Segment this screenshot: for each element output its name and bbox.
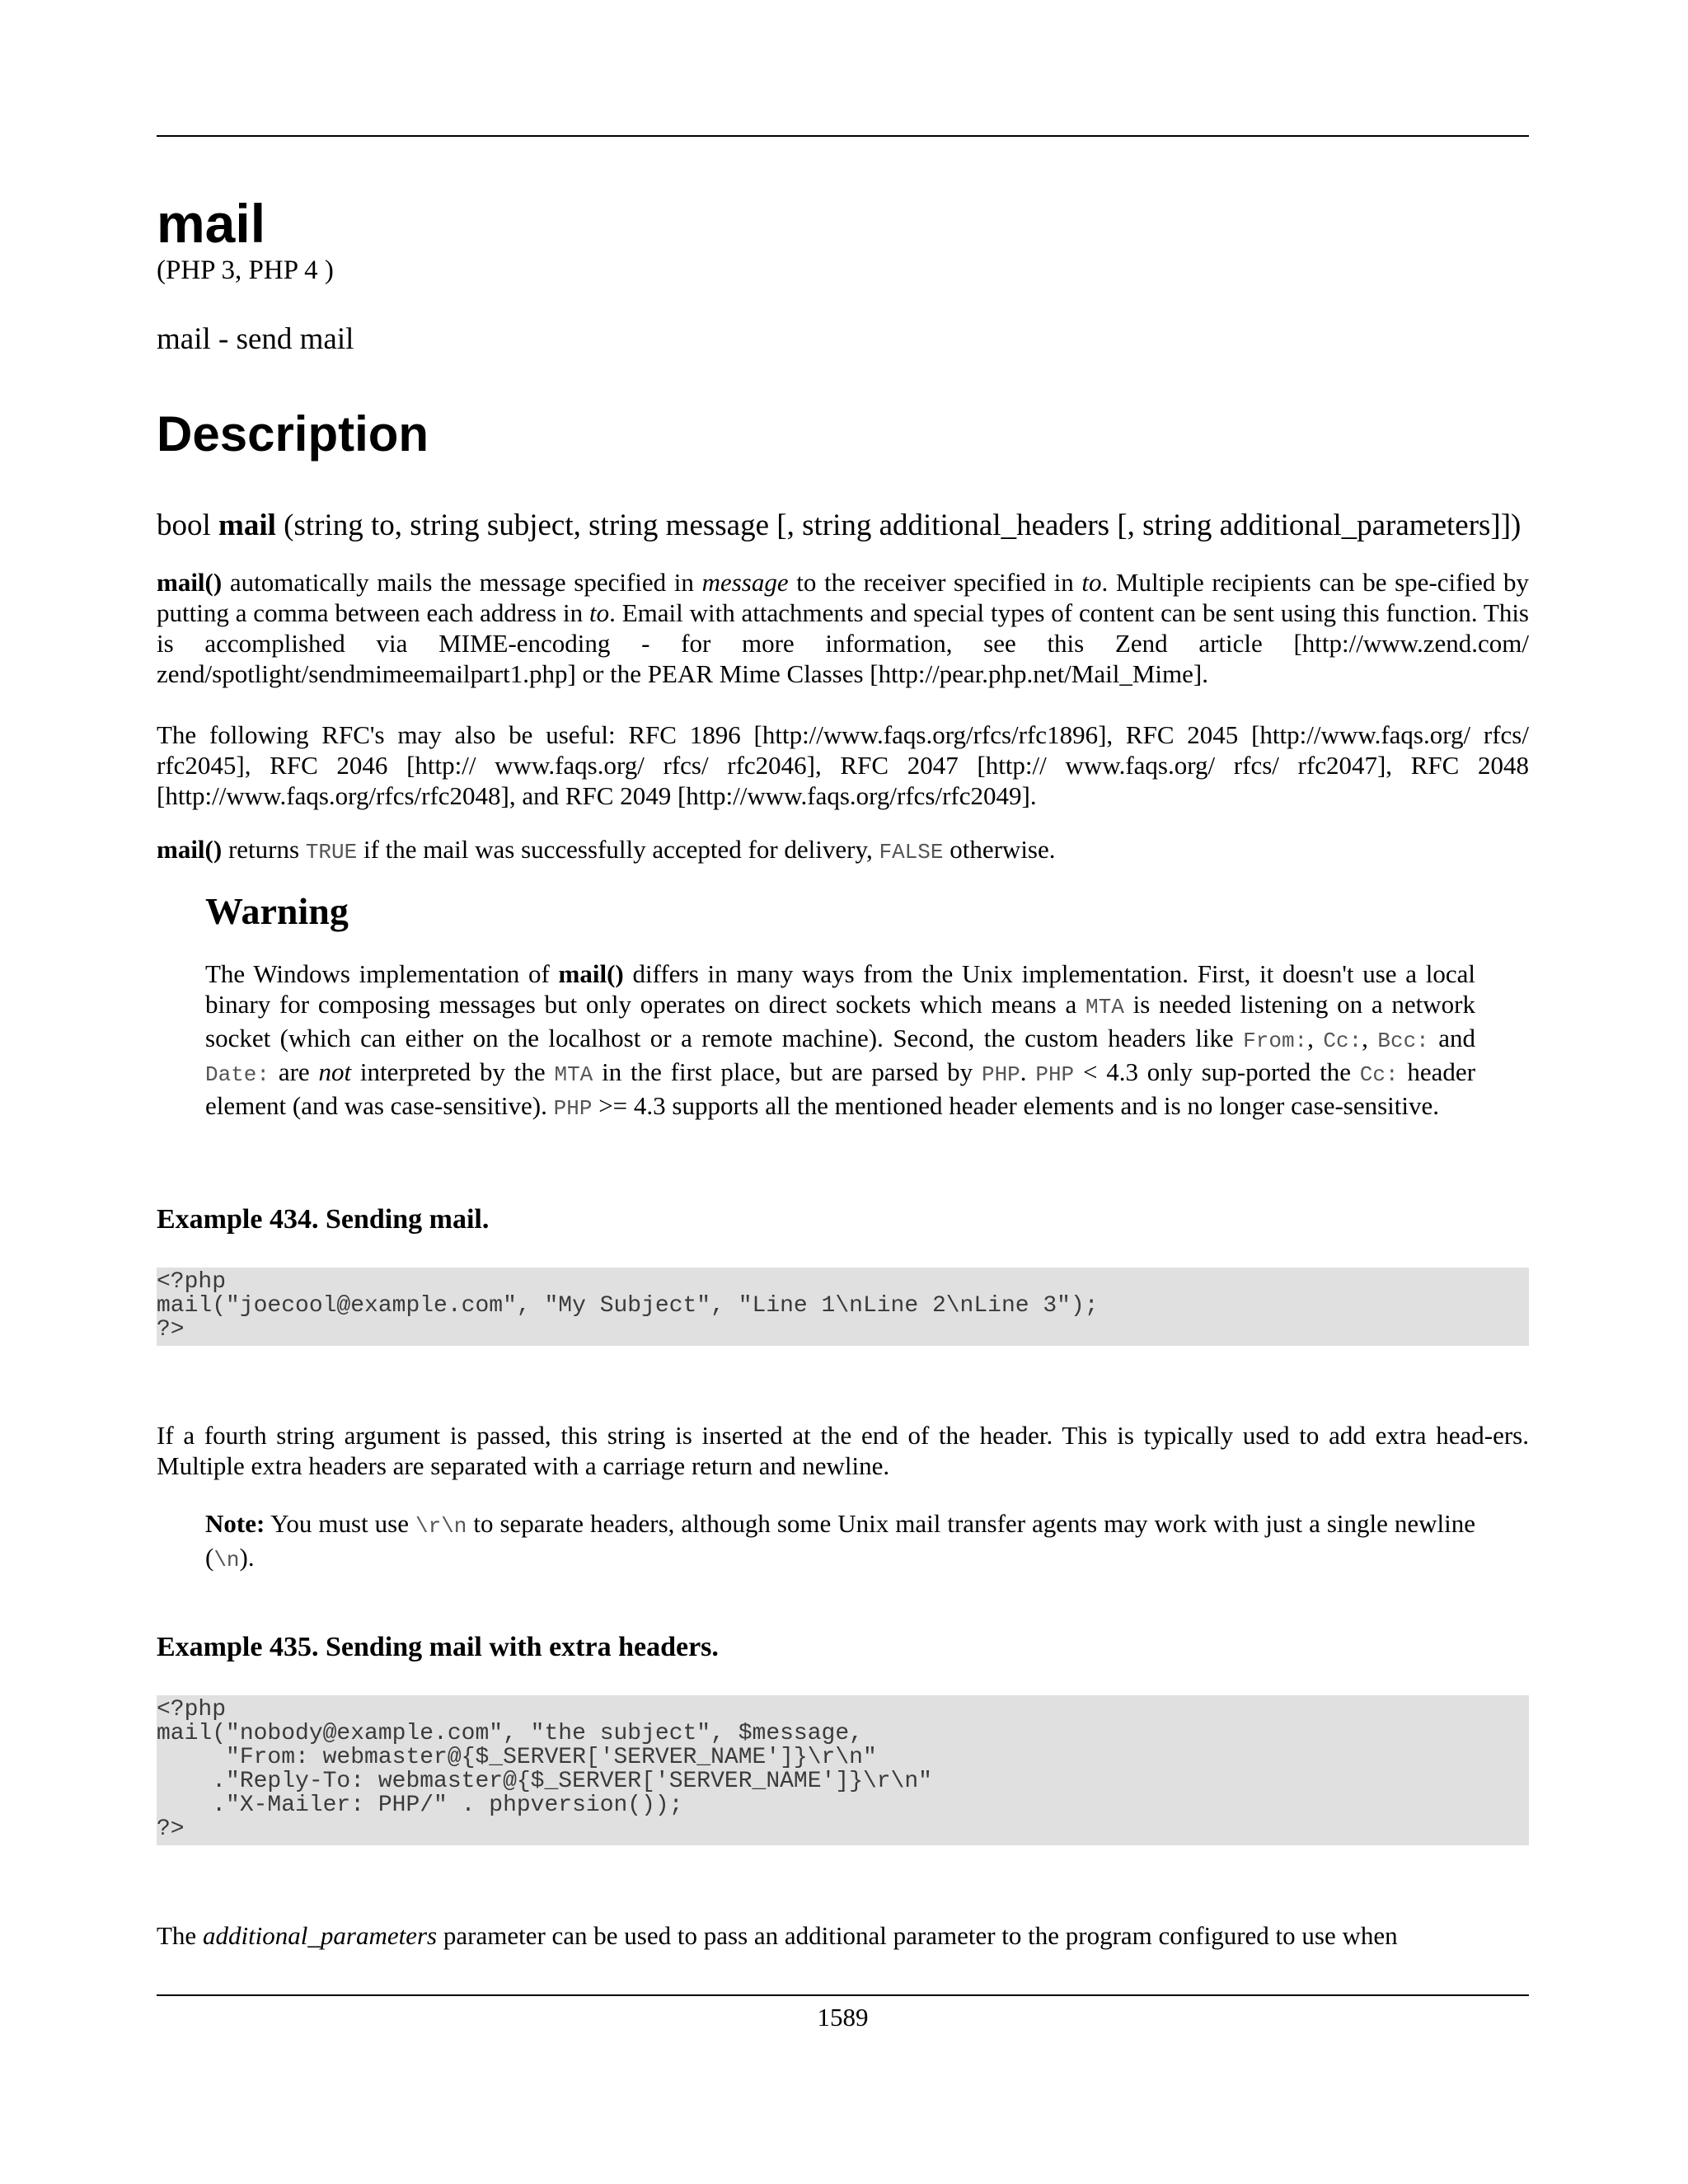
text: differs in many ways from the Unix implementation. First, it doesn't use a local binary for composing messages but only operates on direct sockets which means a	[205, 959, 1476, 1019]
text: is needed listening on a network socket (which can either on the localhost or a remote machine). Second, the custom headers like	[205, 990, 1475, 1052]
text: header element (and was case-sensitive).	[205, 1057, 1476, 1120]
example-434-code: <?php mail("joecool@example.com", "My Subject", "Line 1\nLine 2\nLine 3"); ?>	[157, 1268, 1529, 1346]
text: The	[157, 1921, 203, 1950]
code-cc: Cc:	[1323, 1029, 1362, 1053]
code-date: Date:	[205, 1062, 270, 1087]
page-title: mail	[157, 193, 266, 254]
synopsis-function-name: mail	[218, 509, 276, 542]
synopsis-params: (string to, string subject, string message [, string additional_headers [, string additional_parameters]])	[284, 509, 1522, 542]
function-synopsis	[157, 508, 1541, 544]
text: to the receiver specified in	[788, 568, 1082, 597]
text: The Windows implementation of	[205, 959, 559, 988]
warning-heading: Warning	[205, 890, 349, 932]
version-info: (PHP 3, PHP 4 )	[157, 255, 334, 285]
code-mta: MTA	[554, 1062, 593, 1087]
description-heading: Description	[157, 406, 429, 462]
text: in the first place, but are parsed by	[593, 1057, 982, 1086]
emphasis: not	[318, 1057, 352, 1086]
text: returns	[222, 835, 306, 864]
note	[205, 1508, 1475, 1576]
text: You must use	[265, 1509, 415, 1538]
example-435-code: <?php mail("nobody@example.com", "the subject", $message, "From: webmaster@{$_SERVER['SERVER_NAME']}\r\n" ."Reply-To: webmaster@{$_SERVER['SERVER_NAME']}\r\n" ."X-Mailer: PHP/" . phpversion()); ?>	[157, 1695, 1529, 1845]
text: and	[1428, 1024, 1476, 1052]
fourth-argument-paragraph: If a fourth string argument is passed, this string is inserted at the end of the header. This is typically used to add extra head-ers. Multiple extra headers are separated with a carriage return and newline.	[157, 1421, 1529, 1480]
text: are	[270, 1057, 319, 1086]
code-php: PHP	[1035, 1062, 1075, 1087]
code-crlf: \r\n	[415, 1514, 467, 1539]
text: ,	[1307, 1024, 1324, 1052]
function-ref: mail()	[157, 568, 223, 597]
code-from: From:	[1243, 1029, 1308, 1053]
synopsis-return-type: bool	[157, 509, 211, 542]
code-php: PHP	[981, 1062, 1020, 1087]
example-435-title: Example 435. Sending mail with extra headers.	[157, 1632, 719, 1662]
code-mta: MTA	[1085, 995, 1124, 1019]
param-ref: to	[1081, 568, 1102, 597]
description-paragraph-3	[157, 834, 1529, 868]
note-label: Note:	[205, 1509, 265, 1538]
text: if the mail was successfully accepted for delivery,	[357, 835, 879, 864]
bottom-rule	[157, 1994, 1529, 1996]
text: . Email with attachments and special types of content can be sent using this function. This is accomplished via MIME-encoding - for more information, see this Zend article [http://www.zend.com/ zend/spotlight/sendmimeemailpart1.php] or the PEAR Mime Classes [http://pear.php.net/Mail_Mime].	[157, 598, 1529, 688]
code-newline: \n	[213, 1548, 240, 1572]
text: to separate headers, although some Unix mail transfer agents may work with just a single newline (	[205, 1509, 1475, 1572]
code-php: PHP	[553, 1096, 593, 1121]
code-bcc: Bcc:	[1377, 1029, 1429, 1053]
param-ref: message	[701, 568, 789, 597]
text: otherwise.	[943, 835, 1056, 864]
warning-text	[205, 958, 1475, 1124]
example-434-title: Example 434. Sending mail.	[157, 1204, 490, 1235]
text: parameter can be used to pass an additional parameter to the program configured to use when	[437, 1921, 1398, 1950]
function-ref: mail()	[157, 835, 223, 864]
param-ref: additional_parameters	[202, 1921, 438, 1950]
refpurpose: mail - send mail	[157, 322, 354, 356]
code-cc: Cc:	[1359, 1062, 1399, 1087]
text: < 4.3 only sup-ported the	[1074, 1057, 1360, 1086]
text: >= 4.3 supports all the mentioned header elements and is no longer case-sensitive.	[592, 1091, 1440, 1120]
text: automatically mails the message specified in	[222, 568, 702, 597]
text: ,	[1362, 1024, 1378, 1052]
additional-parameters-paragraph	[157, 1920, 1529, 1951]
description-paragraph-1	[157, 567, 1529, 689]
constant-false: FALSE	[879, 840, 944, 865]
constant-true: TRUE	[305, 840, 358, 865]
text: . Multiple recipients can be spe-cified by putting a comma between each address in	[157, 568, 1529, 627]
function-ref: mail()	[558, 959, 624, 988]
text: ).	[239, 1543, 255, 1572]
description-paragraph-2: The following RFC's may also be useful: RFC 1896 [http://www.faqs.org/rfcs/rfc1896], RFC 2045 [http://www.faqs.org/ rfcs/ rfc2045], RFC 2046 [http:// www.faqs.org/ rfcs/ rfc2046], RFC 2047 [http:// www.faqs.org/ rfcs/ rfc2047], RFC 2048 [http://www.faqs.org/rfcs/rfc2048], and RFC 2049 [http://www.faqs.org/rfcs/rfc2049].	[157, 720, 1529, 810]
param-ref: to	[588, 598, 610, 627]
top-rule	[157, 135, 1529, 137]
text: .	[1020, 1057, 1036, 1086]
text: interpreted by the	[351, 1057, 555, 1086]
page-number: 1589	[817, 2003, 869, 2032]
